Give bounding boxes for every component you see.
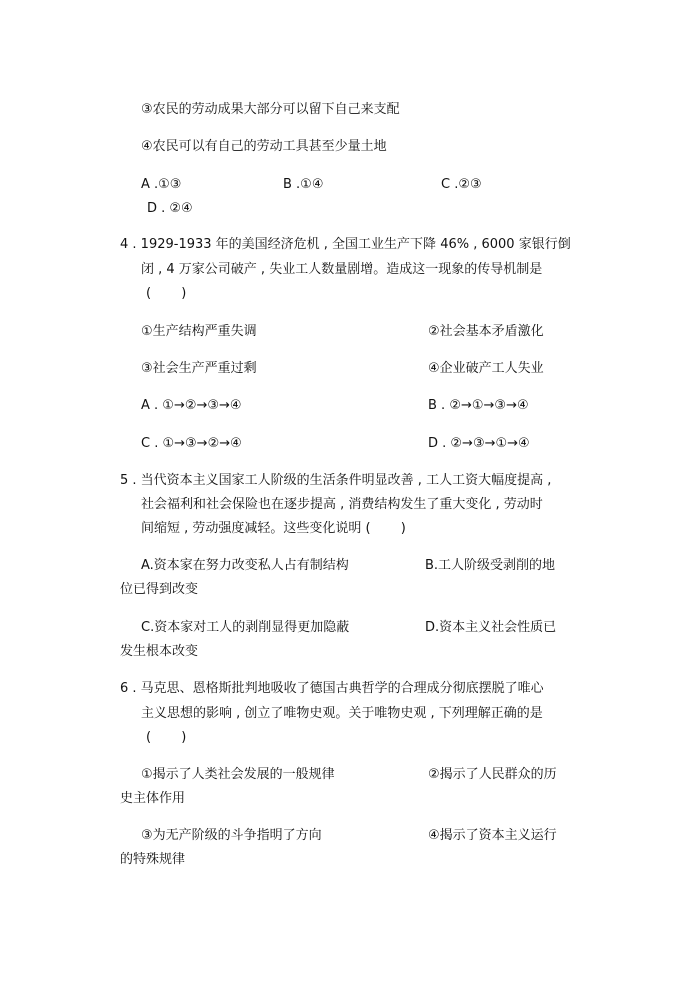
q6-stem-line-1: 6 . 马克思、恩格斯批判地吸收了德国古典哲学的合理成分彻底摆脱了唯心 <box>120 681 544 696</box>
q3-option-a: A .①③ <box>141 177 182 192</box>
q6-item-4-continued: 的特殊规律 <box>120 852 186 867</box>
q5-option-c: C.资本家对工人的剥削显得更加隐蔽 <box>141 620 350 635</box>
q4-option-c: C . ①→③→②→④ <box>141 436 242 451</box>
q4-answer-blank: ( ) <box>146 286 187 301</box>
q6-answer-blank: ( ) <box>146 730 187 745</box>
q3-option-c: C .②③ <box>441 177 482 192</box>
q5-option-a: A.资本家在努力改变私人占有制结构 <box>141 558 349 573</box>
q5-option-d: D.资本主义社会性质已 <box>425 620 557 635</box>
q3-option-d: D . ②④ <box>147 201 193 216</box>
q4-option-b: B . ②→①→③→④ <box>428 398 529 413</box>
q5-stem-line-2: 社会福利和社会保险也在逐步提高 , 消费结构发生了重大变化 , 劳动时 <box>141 497 543 512</box>
q4-stem-line-2: 闭 , 4 万家公司破产 , 失业工人数量剧增。造成这一现象的传导机制是 <box>141 262 543 277</box>
q4-item-4: ④企业破产工人失业 <box>428 361 544 376</box>
q4-item-1: ①生产结构严重失调 <box>141 324 257 339</box>
q5-option-d-continued: 发生根本改变 <box>120 644 199 659</box>
q5-option-b-continued: 位已得到改变 <box>120 582 199 597</box>
q4-item-2: ②社会基本矛盾激化 <box>428 324 544 339</box>
q4-option-a: A . ①→②→③→④ <box>141 398 242 413</box>
q5-stem-line-3: 间缩短 , 劳动强度减轻。这些变化说明 ( ) <box>141 521 406 536</box>
q6-stem-line-2: 主义思想的影响 , 创立了唯物史观。关于唯物史观 , 下列理解正确的是 <box>141 706 543 721</box>
q3-item-4: ④农民可以有自己的劳动工具甚至少量土地 <box>141 139 387 154</box>
q6-item-3: ③为无产阶级的斗争指明了方向 <box>141 828 322 843</box>
q6-item-4: ④揭示了资本主义运行 <box>428 828 557 843</box>
q3-item-3: ③农民的劳动成果大部分可以留下自己来支配 <box>141 102 400 117</box>
q4-stem-line-1: 4 . 1929-1933 年的美国经济危机 , 全国工业生产下降 46% , 6000 家银行倒 <box>120 237 571 252</box>
q6-item-1: ①揭示了人类社会发展的一般规律 <box>141 767 335 782</box>
q4-option-d: D . ②→③→①→④ <box>428 436 530 451</box>
q6-item-2: ②揭示了人民群众的历 <box>428 767 557 782</box>
q3-option-b: B .①④ <box>283 177 324 192</box>
q6-item-2-continued: 史主体作用 <box>120 791 186 806</box>
q4-item-3: ③社会生产严重过剩 <box>141 361 257 376</box>
q5-stem-line-1: 5 . 当代资本主义国家工人阶级的生活条件明显改善 , 工人工资大幅度提高 , <box>120 473 552 488</box>
q5-option-b: B.工人阶级受剥削的地 <box>425 558 556 573</box>
